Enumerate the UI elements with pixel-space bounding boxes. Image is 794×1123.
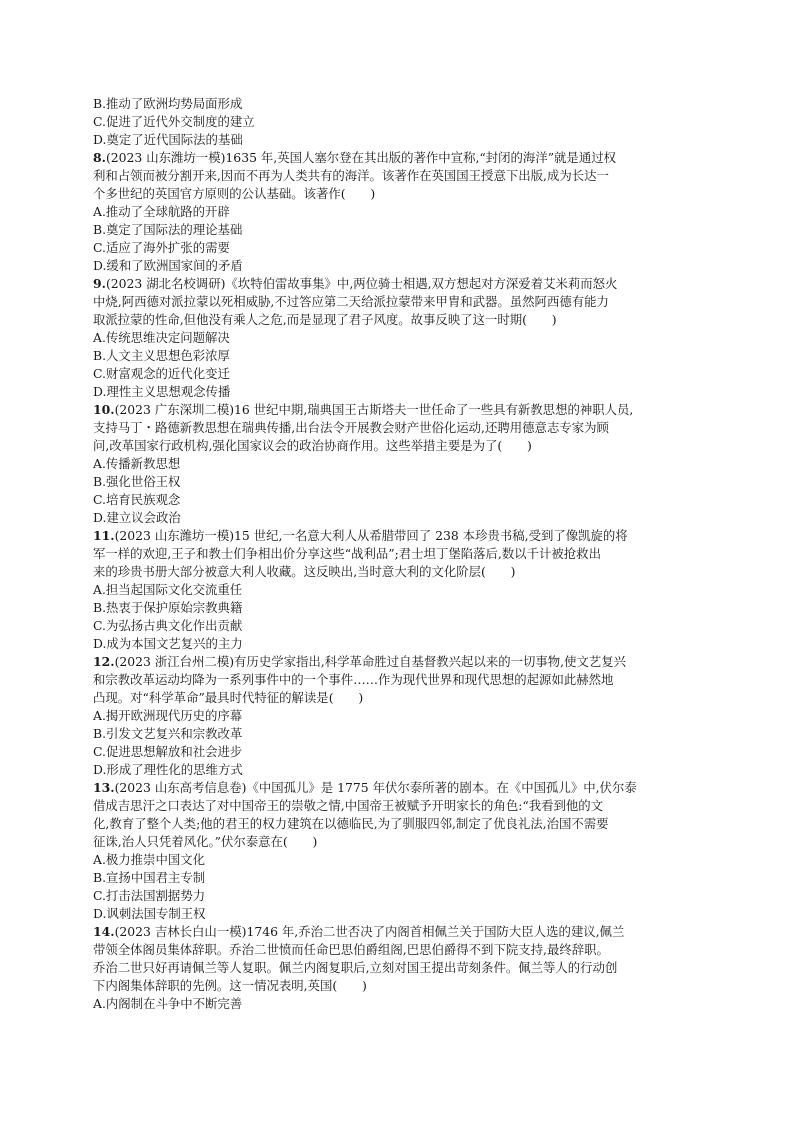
question-number: 9. [93,276,106,291]
question-number: 10. [93,402,115,417]
question-10 [93,401,705,527]
question-stem-line [93,275,705,293]
question-stem-line: 化,教育了整个人类;他的君王的权力建筑在以德临民,为了驯服四邻,制定了优良礼法,治国不需要 [93,816,609,831]
option-line: D.奠定了近代国际法的基础 [93,132,243,147]
answer-option: D.讽刺法国专制王权 [93,906,206,921]
question-stem-line: 中烧,阿西德对派拉蒙以死相威胁,不过答应第二天给派拉蒙带来甲胄和武器。虽然阿西德有能力 [93,294,609,309]
question-stem-line: 带领全体阁员集体辞职。乔治二世愤而任命巴思伯爵组阁,巴思伯爵得不到下院支持,最终辞职。 [93,942,609,957]
question-stem-line: 问,改革国家行政机构,强化国家议会的政治协商作用。这些举措主要是为了( ) [93,438,532,453]
question-stem-line: 利和占领而被分割开来,因而不再为人类共有的海洋。该著作在英国国王授意下出版,成为长达一 [93,168,609,183]
question-source: (2023 山东潍坊一模) [114,528,235,543]
answer-option: A.极力推崇中国文化 [93,852,206,867]
question-stem-text: 16 世纪中期,瑞典国王古斯塔夫一世任命了一些具有新教思想的神职人员, [234,402,634,417]
question-number: 14. [93,924,115,939]
question-source: (2023 山东高考信息卷) [114,780,247,795]
question-source: (2023 广东深圳二模) [114,402,235,417]
answer-option: D.形成了理性化的思维方式 [93,762,243,777]
answer-option: C.打击法国割据势力 [93,888,206,903]
question-list [93,95,705,1013]
question-stem-line [93,779,705,797]
question-stem-text: 1635 年,英国人塞尔登在其出版的著作中宣称,“封闭的海洋”就是通过权 [225,150,616,165]
answer-option: D.建立议会政治 [93,510,181,525]
question-stem-text: 《中国孤儿》是 1775 年伏尔泰所著的剧本。在《中国孤儿》中,伏尔泰 [246,780,637,795]
question-stem-line: 和宗教改革运动均降为一系列事件中的一个事件……作为现代世界和现代思想的起源如此赫然地 [93,672,614,687]
question-stem-line [93,401,705,419]
question-8 [93,149,705,275]
question-number: 13. [93,780,115,795]
answer-option: A.担当起国际文化交流重任 [93,582,243,597]
option-line: B.推动了欧洲均势局面形成 [93,96,243,111]
question-source: (2023 山东潍坊一模) [105,150,226,165]
question-stem-text: 1746 年,乔治二世否决了内阁首相佩兰关于国防大臣人选的建议,佩兰 [246,924,625,939]
question-stem-line [93,923,705,941]
answer-option: A.传统思维决定问题解决 [93,330,230,345]
question-stem-line: 支持马丁・路德新教思想在瑞典传播,出台法令开展教会财产世俗化运动,还聘用德意志专家为顾 [93,420,609,435]
question-13 [93,779,705,923]
answer-option: C.培育民族观念 [93,492,181,507]
question-12 [93,653,705,779]
question-stem-line: 凸现。对“科学革命”最具时代特征的解读是( ) [93,690,364,705]
question-stem-line: 乔治二世只好再请佩兰等人复职。佩兰内阁复职后,立刻对国王提出苛刻条件。佩兰等人的行动创 [93,960,618,975]
answer-option: A.揭开欧洲现代历史的序幕 [93,708,243,723]
answer-option: C.财富观念的近代化变迁 [93,366,230,381]
question-9 [93,275,705,401]
question-11 [93,527,705,653]
question-source: (2023 湖北名校调研) [105,276,226,291]
answer-option: D.成为本国文艺复兴的主力 [93,636,243,651]
answer-option: A.推动了全球航路的开辟 [93,204,230,219]
question-stem-text: 《坎特伯雷故事集》中,两位骑士相遇,双方想起对方深爱着艾米莉而怒火 [225,276,618,291]
question-stem-line: 借成吉思汗之口表达了对中国帝王的崇敬之情,中国帝王被赋予开明家长的角色:“我看到他的文 [93,798,604,813]
answer-option: A.内阁制在斗争中不断完善 [93,996,243,1011]
question-source: (2023 吉林长白山一模) [114,924,247,939]
question-stem-line: 军一样的欢迎,王子和教士们争相出价分享这些“战利品”;君士坦丁堡陷落后,数以千计被抢救出 [93,546,601,561]
option-line: C.促进了近代外交制度的建立 [93,114,255,129]
answer-option: B.宣扬中国君主专制 [93,870,206,885]
answer-option: C.为弘扬古典文化作出贡献 [93,618,243,633]
question-stem-line [93,149,705,167]
question-stem-line [93,527,705,545]
question-stem-line [93,653,705,671]
question-stem-line: 下内阁集体辞职的先例。这一情况表明,英国( ) [93,978,367,993]
question-number: 11. [93,528,115,543]
answer-option: A.传播新教思想 [93,456,181,471]
question-number: 8. [93,150,106,165]
question-stem-line: 来的珍贵书册大部分被意大利人收藏。这反映出,当时意大利的文化阶层( ) [93,564,516,579]
answer-option: B.引发文艺复兴和宗教改革 [93,726,243,741]
answer-option: B.强化世俗王权 [93,474,181,489]
question-source: (2023 浙江台州二模) [114,654,235,669]
question-stem-line: 个多世纪的英国官方原则的公认基础。该著作( ) [93,186,376,201]
question-14 [93,923,705,1013]
answer-option: D.缓和了欧洲国家间的矛盾 [93,258,243,273]
answer-option: C.促进思想解放和社会进步 [93,744,243,759]
question-stem-text: 15 世纪,一名意大利人从希腊带回了 238 本珍贵书稿,受到了像凯旋的将 [234,528,628,543]
question-stem-line: 取派拉蒙的性命,但他没有乘人之危,而是显现了君子风度。故事反映了这一时期( ) [93,312,557,327]
answer-option: D.理性主义思想观念传播 [93,384,231,399]
answer-option: B.热衷于保护原始宗教典籍 [93,600,243,615]
question-number: 12. [93,654,115,669]
question-stem-text: 有历史学家指出,科学革命胜过自基督教兴起以来的一切事物,使文艺复兴 [234,654,627,669]
question-stem-line: 征诛,治人只凭着风化。”伏尔泰意在( ) [93,834,318,849]
answer-option: C.适应了海外扩张的需要 [93,240,230,255]
answer-option: B.人文主义思想色彩浓厚 [93,348,230,363]
answer-option: B.奠定了国际法的理论基础 [93,222,243,237]
